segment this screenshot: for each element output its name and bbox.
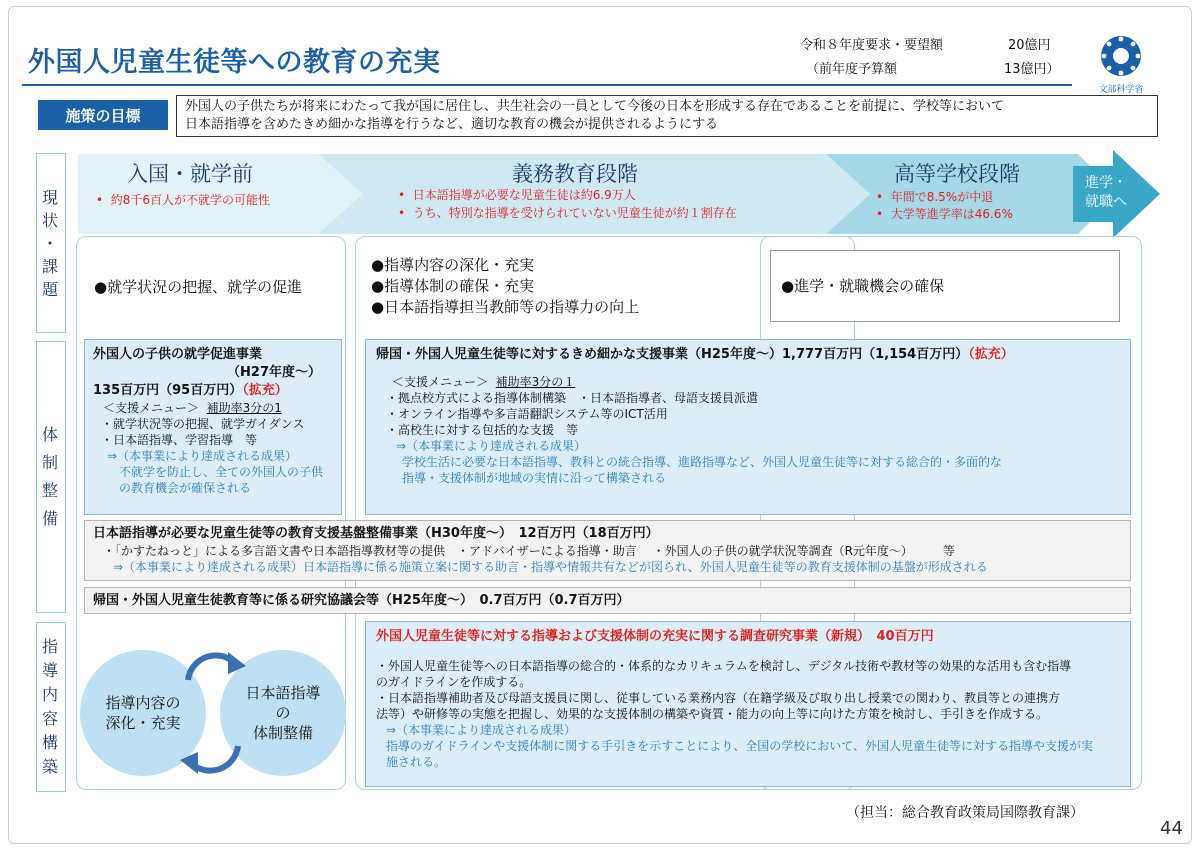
project-name: 帰国・外国人児童生徒教育等に係る研究協議会等（H25年度～） 0.7百万円（0.7百万円）	[93, 593, 630, 608]
stage-bullet-text: 約8千6百人が不就学の可能性	[110, 193, 270, 207]
mext-logo-icon	[1093, 32, 1149, 88]
career-arrow-line: 進学・	[1085, 175, 1127, 191]
row-label-char: 容	[41, 709, 60, 728]
row-label-char: 指	[41, 637, 60, 656]
project-year: （H27年度～）	[227, 365, 321, 380]
issue-box-preschool	[84, 249, 338, 325]
career-arrow-label	[1076, 174, 1136, 212]
stage-bullet: • 日本語指導が必要な児童生徒は約6.9万人	[398, 188, 636, 202]
project-name: 外国人の子供の就学促進事業	[93, 347, 263, 362]
goal-text	[176, 95, 1158, 137]
row-label-system	[36, 341, 66, 613]
ministry-name: 文部科学省	[1098, 85, 1144, 95]
stage-bullet: • 年間で8.5%が中退	[876, 190, 994, 204]
issue-text: ●指導体制の確保・充実	[371, 277, 535, 295]
result-text: 指導のガイドラインや支援体制に関する手引きを示すことにより、全国の学校において、外国人児童生徒等に対する指導や支援が実	[386, 739, 1094, 753]
row-label-content	[36, 622, 66, 792]
project-card-support-infrastructure	[84, 520, 1131, 581]
stage-bullet-text: うち、特別な指導を受けられていない児童生徒が約１割存在	[412, 206, 737, 220]
page-number: 44	[1160, 818, 1183, 839]
stage-bullet-text: 日本語指導が必要な児童生徒は約6.9万人	[412, 188, 636, 202]
title-underline	[22, 84, 1072, 86]
goal-text-line2: 日本語指導を含めたきめ細かな指導を行うなど、適切な教育の機会が提供されるようにする	[185, 117, 719, 132]
stage-bullet: • 約8千6百人が不就学の可能性	[96, 193, 270, 207]
row-label-char: 整	[41, 481, 60, 500]
row-label-char: 構	[41, 733, 60, 752]
result-text: ⇒（本事業により達成される成果）日本語指導に係る施策立案に関する助言・指導や情報共有などが図られ、外国人児童生徒等の教育支援体制の基盤が形成される	[113, 560, 988, 574]
row-label-char: 現	[41, 187, 60, 207]
row-label-char: 課	[41, 256, 60, 276]
budget-request-value: 20億円	[1008, 38, 1051, 53]
cycle-text: の	[275, 704, 291, 722]
budget-prev-label: （前年度予算額	[806, 62, 898, 77]
result-text: 学校生活に必要な日本語指導、教科との統合指導、進路指導など、外国人児童生徒等に対する総合的・多面的な	[402, 455, 1003, 469]
project-card-school-enrollment	[84, 339, 342, 515]
stage-bullet: • うち、特別な指導を受けられていない児童生徒が約１割存在	[398, 206, 737, 220]
result-text: 施される。	[386, 755, 447, 769]
contact-department: （担当：総合教育政策局国際教育課）	[846, 805, 1084, 821]
project-card-fine-support	[365, 339, 1131, 515]
issue-text: ●指導内容の深化・充実	[371, 256, 535, 274]
project-desc: 法等）や研修等の実態を把握し、効果的な支援体制の構築や資質・能力の向上等に向けた方策を検討し、手引きを作成する。	[376, 707, 1049, 721]
result-text: 指導・支援体制が地域の実情に沿って構築される	[402, 471, 667, 485]
support-item: ・オンライン指導や多言語翻訳システム等のICT活用	[386, 407, 668, 421]
subsidy-rate: 補助率3分の1	[206, 401, 282, 415]
result-text: 不就学を防止し、全ての外国人の子供	[119, 465, 324, 479]
row-label-char: 築	[41, 757, 60, 776]
cycle-text: 深化・充実	[105, 714, 181, 732]
stage-title-highschool: 高等学校段階	[894, 162, 1020, 186]
support-menu-label: ＜支援メニュー＞	[103, 401, 200, 415]
stage-title-preschool: 入国・就学前	[127, 162, 253, 186]
project-expand-tag: （拡充）	[242, 383, 288, 398]
row-label-char: 制	[41, 453, 60, 472]
support-item: ・拠点校方式による指導体制構築 ・日本語指導者、母語支援員派遣	[386, 391, 759, 405]
result-label: ⇒（本事業により達成される成果）	[386, 723, 577, 737]
project-card-research-council	[84, 587, 1131, 614]
budget-prev-value: 13億円）	[1004, 62, 1060, 77]
row-label-char: 体	[41, 425, 60, 444]
support-item: ・高校生に対する包括的な支援 等	[386, 423, 579, 437]
issue-text: ●進学・就職機会の確保	[781, 276, 945, 295]
project-name: 帰国・外国人児童生徒等に対するきめ細かな支援事業（H25年度～）1,777百万円（1,154百万円）	[376, 347, 969, 362]
career-arrow-line: 就職へ	[1085, 194, 1127, 210]
stage-bullet: • 大学等進学率は46.6%	[876, 207, 1013, 221]
result-label: ⇒（本事業により達成される成果）	[396, 439, 587, 453]
cycle-text: 体制整備	[252, 724, 313, 742]
project-desc: ・外国人児童生徒等への日本語指導の総合的・体系的なカリキュラムを検討し、デジタル技術や教材等の効果的な活用も含む指導	[376, 659, 1072, 673]
row-label-char: ・	[41, 233, 60, 253]
project-desc: のガイドラインを作成する。	[376, 675, 532, 689]
support-item: ・「かすたねっと」による多言語文書や日本語指導教材等の提供 ・アドバイザーによる指導・助言 ・外国人の子供の就学状況等調査（R元年度～） 等	[103, 544, 955, 558]
issue-box-highschool	[770, 250, 1120, 322]
issue-box-compulsory	[365, 249, 755, 325]
support-menu-label: ＜支援メニュー＞	[392, 375, 489, 389]
project-desc: ・日本語指導補助者及び母語支援員に関し、従事している業務内容（在籍学級及び取り出し授業での関わり、教員等との連携方	[376, 691, 1061, 705]
goal-text-line1: 外国人の子供たちが将来にわたって我が国に居住し、共生社会の一員として今後の日本を形成する存在であることを前提に、学校等において	[185, 99, 1005, 114]
support-item: ・日本語指導、学習指導 等	[101, 433, 258, 447]
cycle-arrows-icon	[170, 638, 256, 788]
stage-bullet-text: 年間で8.5%が中退	[890, 190, 994, 204]
project-expand-tag: （拡充）	[968, 347, 1014, 362]
budget-request-label: 令和８年度要求・要望額	[800, 38, 944, 53]
subsidy-rate: 補助率3分の１	[495, 375, 576, 389]
result-label: ⇒（本事業により達成される成果）	[107, 449, 298, 463]
project-card-research-study	[365, 621, 1131, 787]
row-label-char: 状	[41, 210, 60, 230]
stage-title-compulsory: 義務教育段階	[512, 162, 638, 186]
row-label-char: 備	[41, 509, 60, 528]
row-label-char: 内	[41, 685, 60, 704]
project-name: 外国人児童生徒等に対する指導および支援体制の充実に関する調査研究事業（新規） 40百万円	[376, 629, 934, 644]
stage-bullet-text: 大学等進学率は46.6%	[890, 207, 1013, 221]
row-label-char: 題	[41, 279, 60, 299]
result-text: の教育機会が確保される	[119, 481, 252, 495]
issue-text: ●日本語指導担当教師等の指導力の向上	[371, 298, 640, 316]
project-budget: 135百万円（95百万円）	[93, 383, 243, 398]
issue-text: ●就学状況の把握、就学の促進	[94, 277, 303, 296]
cycle-text: 日本語指導	[245, 684, 321, 702]
goal-label: 施策の目標	[38, 100, 168, 130]
project-name: 日本語指導が必要な児童生徒等の教育支援基盤整備事業（H30年度～） 12百万円（18百万円）	[93, 526, 659, 541]
page-title: 外国人児童生徒等への教育の充実	[28, 47, 441, 78]
row-label-char: 導	[41, 661, 60, 680]
cycle-text: 指導内容の	[105, 694, 181, 712]
row-label-status-issues	[36, 153, 66, 333]
support-item: ・就学状況等の把握、就学ガイダンス	[101, 417, 305, 431]
